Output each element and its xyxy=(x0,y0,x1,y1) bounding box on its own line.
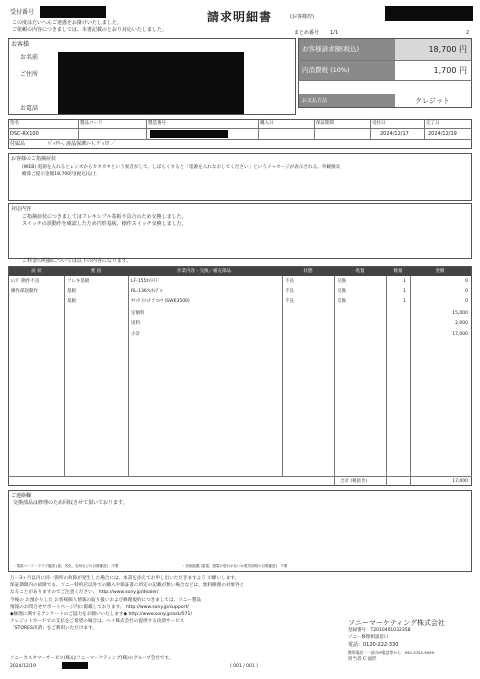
row5-amount: 2,000 xyxy=(455,321,468,326)
header-cause: 要 因 xyxy=(90,269,102,274)
row3-cause: 基板 xyxy=(67,299,76,304)
notes-line-1: 交換部品は修理のため回収させて頂いております。 xyxy=(13,500,128,506)
company-mobile: 携帯電話・一部のIP電話等から：050-3754-9599 xyxy=(348,650,434,655)
receipt-no-label: 受付番号 xyxy=(10,9,35,16)
terms-block xyxy=(10,575,310,633)
terms-line-8: 「STORES決済」をご利用いただけます。 xyxy=(10,626,97,632)
row1-cause: フレキ基板 xyxy=(67,279,90,284)
document-title: 請求明細書 xyxy=(207,10,273,24)
company-center: ソニー修理相談窓口 xyxy=(348,635,389,640)
terms-line-6: ◆修理に関するアンケートのご協力をお願いいたします◆ http://www.sony.jp/ask/071/ xyxy=(10,612,192,618)
row2-condition: 不良 xyxy=(285,289,294,294)
total-value: 18,700 円 xyxy=(428,45,467,54)
table-total-value: 17,000 xyxy=(452,479,468,484)
accessories-value: ﾊﾞｯﾃﾘｰ, 液晶保護ｼｰﾄ, ﾃﾞｨｽｸ ／ xyxy=(48,141,116,147)
customer-section-label: お客様 xyxy=(11,41,30,48)
row4-amount: 15,000 xyxy=(452,311,468,316)
receipt-date-label: 受付日 xyxy=(372,121,386,126)
page-count: 1/1 xyxy=(330,30,339,36)
row1-qty: 1 xyxy=(403,279,406,284)
corner-number: 2 xyxy=(466,30,470,36)
serial-label: 製造番号 xyxy=(148,121,166,126)
row1-condition: 不良 xyxy=(285,279,294,284)
notes-label: ご連絡欄 xyxy=(11,493,32,499)
row2-qty: 1 xyxy=(403,289,406,294)
redacted-receipt-no xyxy=(40,6,106,18)
header-condition: 状態 xyxy=(303,269,313,274)
payment-label: お支払方法 xyxy=(302,98,328,104)
header-qty: 数量 xyxy=(393,269,403,274)
company-phone: 電話：0120-222-330 xyxy=(348,642,399,648)
completion-date-label: 完了日 xyxy=(426,121,440,126)
address-label: ご住所 xyxy=(20,71,39,78)
completion-date-value: 2024/12/19 xyxy=(428,131,457,137)
response-line-1: ご指摘症状につきましてはフレキシブル基板不具合のため交換しました。 xyxy=(22,214,187,220)
row2-action: 交換 xyxy=(337,289,346,294)
name-label: お名前 xyxy=(20,54,39,61)
row3-condition: 不良 xyxy=(285,299,294,304)
model-value: DSC-RX100 xyxy=(10,131,39,137)
row5-work: 送料 xyxy=(131,321,140,326)
phone-label: お電話 xyxy=(20,105,39,112)
row1-symptom: ﾚﾝｽﾞ 動作不良 xyxy=(11,279,40,284)
warranty-label: 保証期間 xyxy=(316,121,334,126)
row3-qty: 1 xyxy=(403,299,406,304)
redacted-serial xyxy=(150,130,228,138)
header-action: 処置 xyxy=(355,269,365,274)
row6-amount: 17,000 xyxy=(452,332,468,337)
redacted-footer-id xyxy=(62,662,88,669)
company-staff: 担当者 C 面形 xyxy=(348,657,377,662)
header-amount: 金額 xyxy=(435,269,445,274)
footer-date: 2024/12/19 xyxy=(10,664,36,669)
terms-line-1: 万一3ヶ月以内に同一箇所の故障が発生した場合には、本書を添えてお申し出いただきますよう お願いします。 xyxy=(10,576,240,581)
row4-work: 定額料 xyxy=(131,311,145,316)
copy-label: (お客様控) xyxy=(290,14,314,20)
row3-action: 交換 xyxy=(337,299,346,304)
purchase-date-label: 購入日 xyxy=(260,121,274,126)
row3-amount: 0 xyxy=(465,299,468,304)
notes-footnote-left: ・電源コード・プラグ確認 (素、劣化、変形などの目視確認) 不要 xyxy=(13,564,119,568)
row2-symptom: 操作部誤動作 xyxy=(11,289,38,294)
charges-intro: ご料金の明細については以下の内容になります。 xyxy=(22,258,132,264)
product-code-label: 製品コード xyxy=(80,121,103,126)
terms-line-3: なることがありますのでご注意ください。 http://www.sony.jp/dealer/ xyxy=(10,590,159,596)
header-symptom: 症 状 xyxy=(31,269,42,274)
group-no-label: まとめ番号 xyxy=(294,30,320,36)
total-label: お客様請求額(税込) xyxy=(302,45,360,53)
symptom-line-2: 概算ご提示金額18,700円(税込)以上 xyxy=(22,172,97,177)
payment-value: クレジット xyxy=(415,97,450,105)
row1-action: 交換 xyxy=(337,279,346,284)
header-work: 作業内容・交換／補充部品 xyxy=(177,269,231,274)
response-label: 対応内容 xyxy=(11,206,32,212)
receipt-date-value: 2024/12/17 xyxy=(380,131,409,137)
row1-amount: 0 xyxy=(465,279,468,284)
notes-footnote-right: ・詳細話題 (素電、感電の恐れがないか電気回路の目視確認) 不要 xyxy=(182,564,288,568)
terms-line-5: 情報のお問合せサポートページ内に掲載しております。 http://www.sony.jp/support/ xyxy=(10,604,189,610)
company-registration: 登録番号：T2010401032358 xyxy=(348,628,411,633)
row3-work: ｸﾘｯｸ ｽｲｯﾁ ﾌﾞﾛｯｸ (SW63500) xyxy=(131,299,190,304)
footer-group-note: ソニーカスタマーサービス(株)はソニーマーケティング(株)のグループ会社です。 xyxy=(10,656,173,661)
row2-work: RL-136ﾌﾚｷｼﾌﾞﾙ xyxy=(131,289,163,294)
row1-work: LF-155ｶﾒﾗｲﾄﾞ xyxy=(131,279,160,284)
terms-line-4: 今後の お預かりした お客様個人情報の取り扱いおよび修理規約につきましては、ソニー製品 xyxy=(10,597,202,603)
row2-amount: 0 xyxy=(465,289,468,294)
redacted-header-id xyxy=(385,6,473,21)
redacted-customer-info xyxy=(58,52,244,114)
symptom-label: お客様のご指摘症状 xyxy=(11,156,57,162)
notice-line-1: この度はたいへんご迷惑をお掛けいたしました。 xyxy=(12,20,123,26)
table-total-label: 合計 (税抜き) xyxy=(340,479,368,484)
row2-cause: 基板 xyxy=(67,289,76,294)
response-line-2: スイッチの誤動作を確認したため円形基板、操作スイッチ交換しました。 xyxy=(22,221,187,227)
terms-line-2: 保証期間内の故障でも、ソニー特約店以外での購入や保証書に所定の記載が無い場合などは、無料修理の対象外と xyxy=(10,583,245,589)
tax-value: 1,700 円 xyxy=(433,66,467,75)
model-label: 型名 xyxy=(10,121,19,126)
notice-line-2: ご依頼の内容につきましては、本書記載のとおり対応いたしました。 xyxy=(12,27,167,33)
tax-label: 内消費税 (10%) xyxy=(302,66,350,74)
symptom-line-1: (WEB) 電源を入れるとレンズからカタカタという異音がして、しばらくすると「電源を入れなおしてください」というメッセージが表示される。外観損及 xyxy=(22,165,341,170)
response-box xyxy=(8,203,472,259)
footer-page: ( 001 / 001 ) xyxy=(230,664,258,669)
company-name: ソニーマーケティング株式会社 xyxy=(348,619,446,627)
accessories-label: 付属品 xyxy=(10,141,26,147)
terms-line-7: クレジットカードでの支払をご希望の場合は、ヘイ株式会社の提供する決済サービス xyxy=(10,619,185,625)
row6-work: 小計 xyxy=(131,332,140,337)
